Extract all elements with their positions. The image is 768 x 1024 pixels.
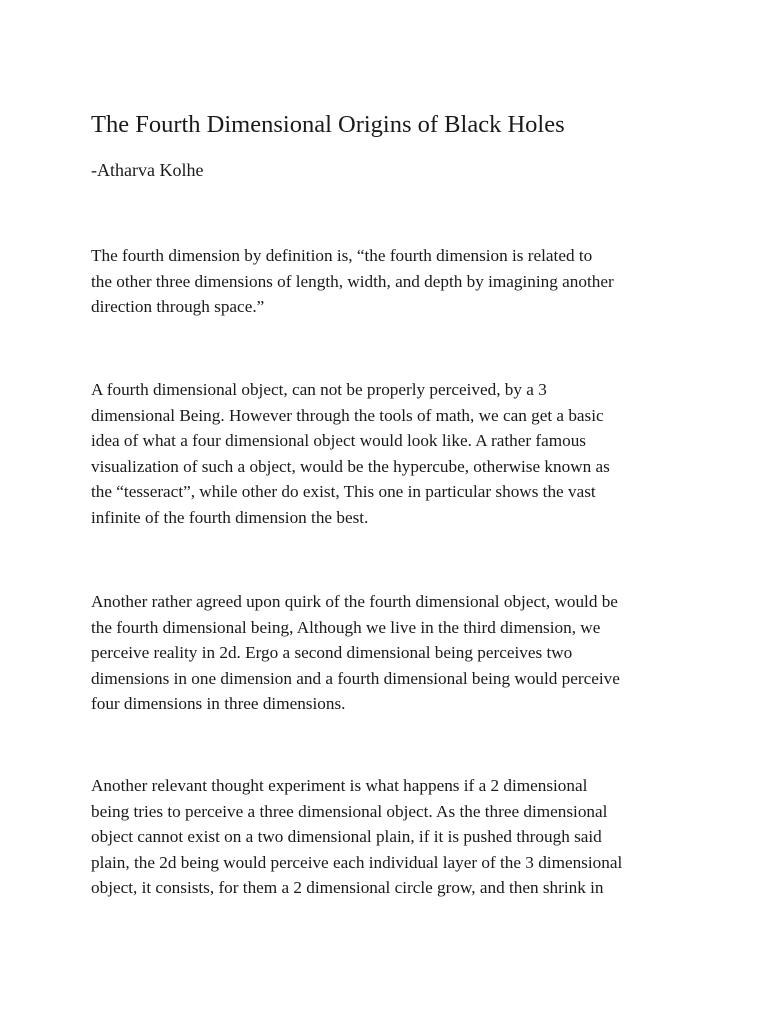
paragraph-line: direction through space.” [91,297,265,317]
paragraph-line: object cannot exist on a two dimensional plain, if it is pushed through said [91,827,602,847]
paragraph-line: infinite of the fourth dimension the best. [91,507,369,527]
paragraph-line: being tries to perceive a three dimensional object. As the three dimensional [91,801,608,821]
paragraph-line: A fourth dimensional object, can not be properly perceived, by a 3 [91,380,547,399]
paragraph-line: object, it consists, for them a 2 dimensional circle grow, and then shrink in [91,878,604,898]
paragraph-line: The fourth dimension by definition is, “the fourth dimension is related to [91,246,593,265]
document-author: -Atharva Kolhe [91,160,204,180]
document-title: The Fourth Dimensional Origins of Black Holes [91,111,565,138]
paragraph-line: plain, the 2d being would perceive each individual layer of the 3 dimensional [91,852,623,872]
paragraph-line: perceive reality in 2d. Ergo a second dimensional being perceives two [91,643,573,663]
paragraph-line: visualization of such a object, would be the hypercube, otherwise known as [91,456,610,476]
paragraph-line: Another rather agreed upon quirk of the fourth dimensional object, would be [91,592,618,611]
paragraph-line: four dimensions in three dimensions. [91,694,346,714]
paragraph-line: Another relevant thought experiment is what happens if a 2 dimensional [91,776,588,795]
paragraph-line: idea of what a four dimensional object would look like. A rather famous [91,431,586,451]
paragraph-tesseract [91,377,691,531]
paragraph-line: the other three dimensions of length, width, and depth by imagining another [91,271,614,291]
paragraph-line: dimensions in one dimension and a fourth dimensional being would perceive [91,668,620,688]
paragraph-line: the “tesseract”, while other do exist, This one in particular shows the vast [91,482,596,502]
paragraph-fourth-dimensional-being [91,589,691,717]
paragraph-definition [91,243,691,320]
paragraph-thought-experiment [91,773,691,901]
paragraph-line: the fourth dimensional being, Although we live in the third dimension, we [91,617,601,637]
paragraph-line: dimensional Being. However through the tools of math, we can get a basic [91,405,604,425]
